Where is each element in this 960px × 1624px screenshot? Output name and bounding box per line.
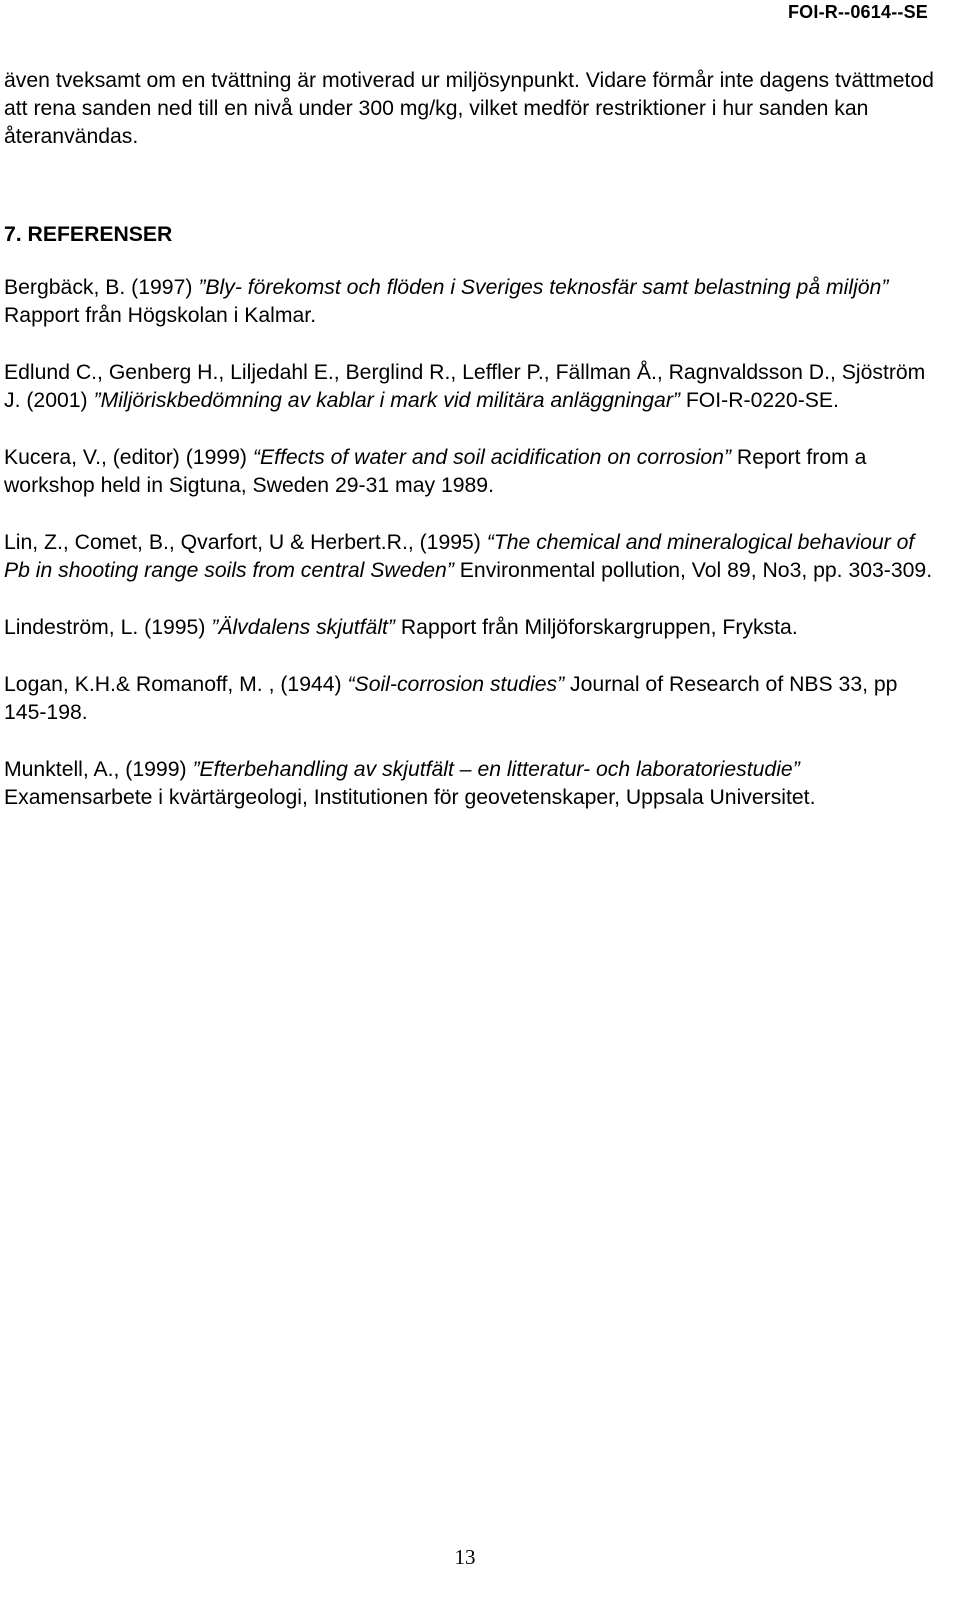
reference-title: ”Bly- förekomst och flöden i Sveriges teknosfär samt belastning på miljön” — [198, 276, 889, 299]
reference-entry — [4, 756, 944, 812]
reference-source: Rapport från Högskolan i Kalmar. — [4, 304, 317, 327]
reference-authors: Bergbäck, B. (1997) — [4, 276, 193, 299]
reference-authors: Lin, Z., Comet, B., Qvarfort, U & Herbert.R., (1995) — [4, 531, 481, 554]
reference-title: “Soil-corrosion studies” — [347, 673, 565, 696]
reference-entry — [4, 614, 944, 642]
reference-source: Report from a workshop held in Sigtuna, Sweden 29-31 may 1989. — [4, 446, 867, 497]
reference-authors: Kucera, V., (editor) (1999) — [4, 446, 247, 469]
reference-entry — [4, 671, 944, 727]
reference-source: Examensarbete i kvärtärgeologi, Institutionen för geovetenskaper, Uppsala Universitet. — [4, 786, 816, 809]
reference-entry — [4, 444, 944, 500]
reference-authors: Lindeström, L. (1995) — [4, 616, 206, 639]
document-id: FOI-R--0614--SE — [787, 2, 928, 22]
references-heading: 7. REFERENSER — [4, 223, 173, 246]
reference-title: ”Älvdalens skjutfält” — [211, 616, 395, 639]
reference-entry — [4, 529, 944, 585]
intro-paragraph: även tveksamt om en tvättning är motiverad ur miljösynpunkt. Vidare förmår inte dagens tvättmetod att rena sanden ned till en nivå under 300 mg/kg, vilket medför restriktioner i hur sanden kan återanvändas. — [4, 69, 934, 148]
reference-authors: Logan, K.H.& Romanoff, M. , (1944) — [4, 673, 342, 696]
reference-title: “Effects of water and soil acidification on corrosion” — [252, 446, 732, 469]
reference-entry — [4, 274, 944, 330]
reference-title: ”Efterbehandling av skjutfält – en litteratur- och laboratoriestudie” — [192, 758, 800, 781]
document-body — [4, 67, 944, 841]
reference-entry — [4, 359, 944, 415]
reference-source: Rapport från Miljöforskargruppen, Fryksta. — [400, 616, 798, 639]
reference-title: “The chemical and mineralogical behaviour of Pb in shooting range soils from central Sweden” — [4, 531, 915, 582]
reference-source: Journal of Research of NBS 33, pp 145-198. — [4, 673, 898, 724]
page-number: 13 — [454, 1545, 476, 1569]
reference-source: FOI-R-0220-SE. — [685, 389, 839, 412]
reference-authors: Edlund C., Genberg H., Liljedahl E., Berglind R., Leffler P., Fällman Å., Ragnvaldsson D., Sjöström J. (2001) — [4, 361, 926, 412]
reference-authors: Munktell, A., (1999) — [4, 758, 187, 781]
reference-source: Environmental pollution, Vol 89, No3, pp. 303-309. — [459, 559, 933, 582]
reference-title: ”Miljöriskbedömning av kablar i mark vid militära anläggningar” — [93, 389, 680, 412]
